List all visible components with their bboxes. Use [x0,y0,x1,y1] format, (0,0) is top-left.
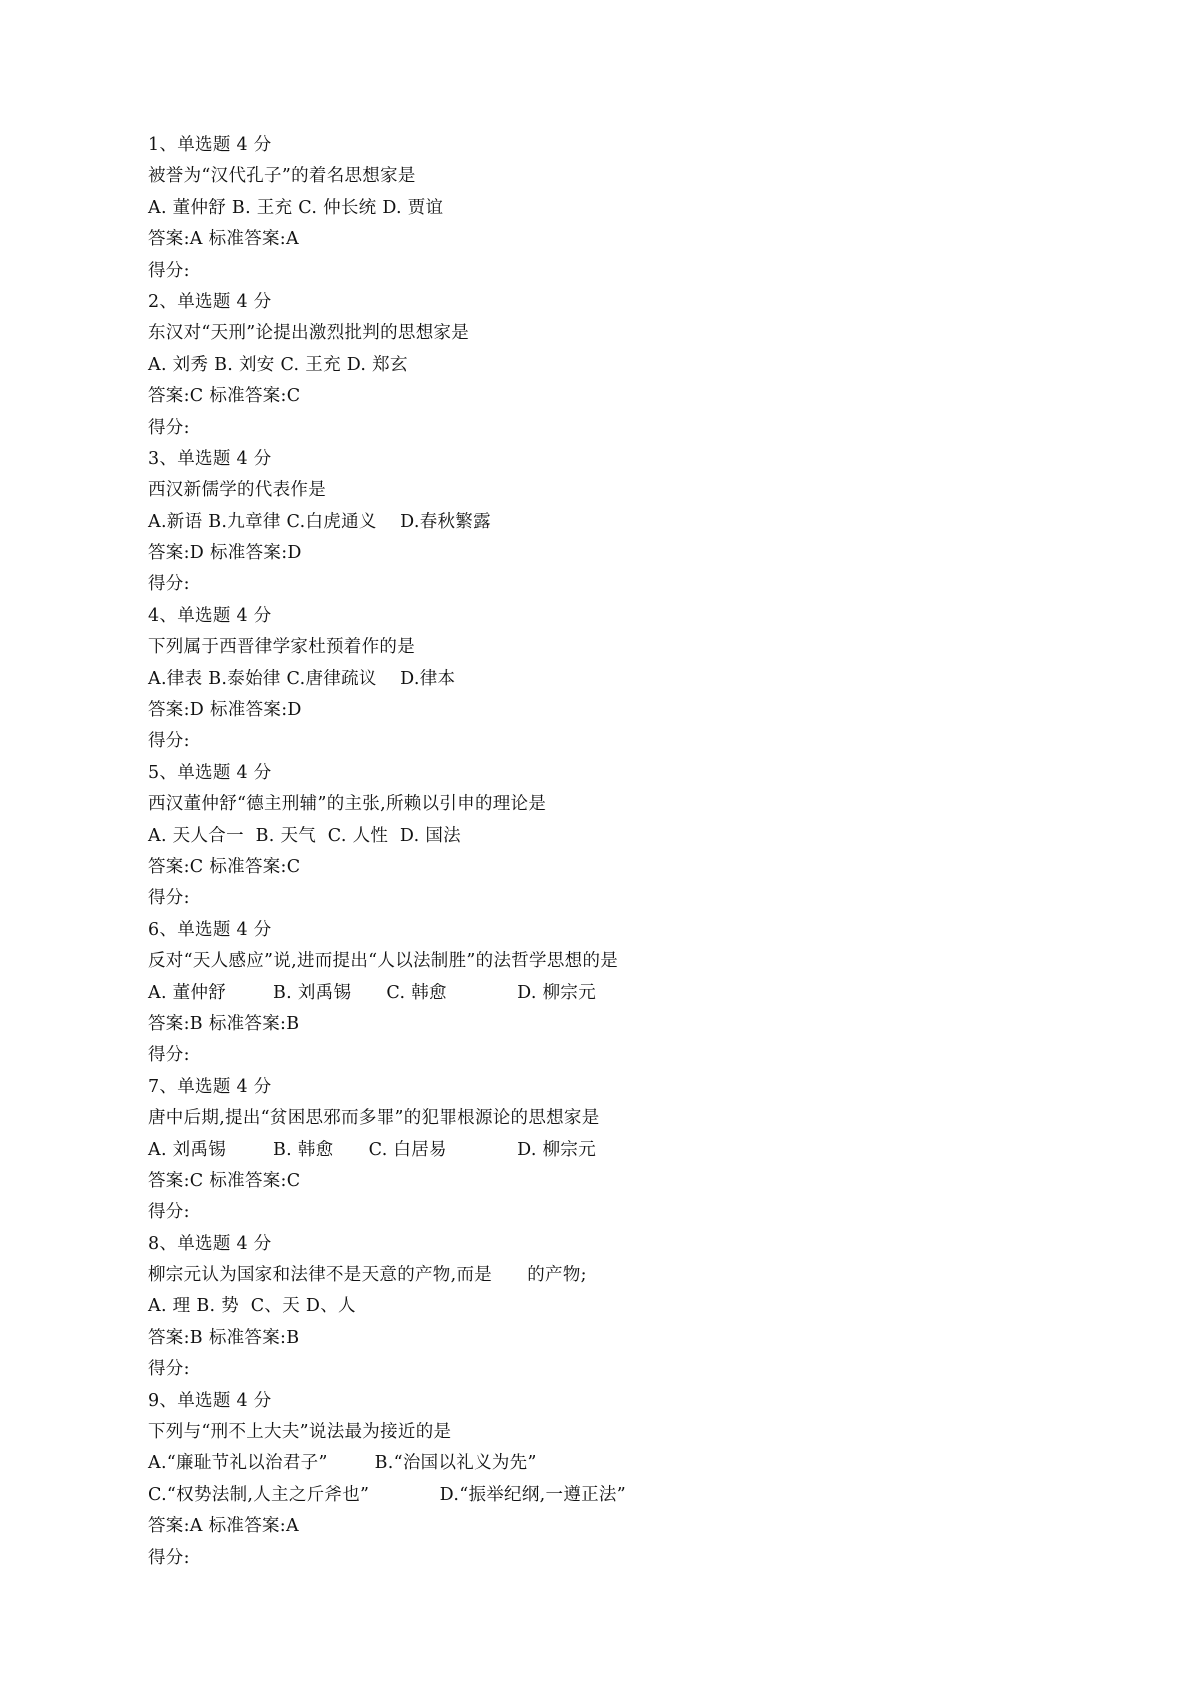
question-text: 东汉对“天刑”论提出激烈批判的思想家是 [148,323,470,344]
question-header: 6、单选题 4 分 [148,919,272,940]
question-header: 9、单选题 4 分 [148,1390,272,1411]
question-score: 得分: [148,1547,190,1568]
question-8 [148,1229,1108,1386]
question-header: 1、单选题 4 分 [148,135,272,155]
exam-page [148,130,1108,1574]
question-1 [148,130,1108,287]
question-options: A. 刘禹锡 B. 韩愈 C. 白居易 D. 柳宗元 [148,1139,597,1160]
question-4 [148,601,1108,758]
question-header: 8、单选题 4 分 [148,1233,272,1254]
question-answer: 答案:D 标准答案:D [148,700,302,721]
question-options: A.新语 B.九章律 C.白虎通义 D.春秋繁露 [148,511,491,532]
question-header: 3、单选题 4 分 [148,448,272,469]
question-score: 得分: [148,731,190,752]
question-text: 下列与“刑不上大夫”说法最为接近的是 [148,1422,452,1443]
question-6 [148,915,1108,1072]
question-options: A.“廉耻节礼以治君子” B.“治国以礼义为先” [148,1453,537,1474]
question-score: 得分: [148,1045,190,1066]
question-score: 得分: [148,888,190,909]
question-score: 得分: [148,1202,190,1223]
question-header: 4、单选题 4 分 [148,605,272,626]
question-answer: 答案:A 标准答案:A [148,1516,299,1537]
question-score: 得分: [148,260,190,281]
question-text: 被誉为“汉代孔子”的着名思想家是 [148,166,416,187]
question-answer: 答案:B 标准答案:B [148,1327,300,1348]
question-header: 5、单选题 4 分 [148,762,272,783]
question-text: 西汉董仲舒“德主刑辅”的主张,所赖以引申的理论是 [148,794,547,815]
question-answer: 答案:D 标准答案:D [148,543,302,564]
question-5 [148,758,1108,915]
question-options: A.律表 B.泰始律 C.唐律疏议 D.律本 [148,668,456,689]
question-answer: 答案:C 标准答案:C [148,1170,301,1191]
question-options: A. 理 B. 势 C、天 D、人 [148,1296,356,1317]
question-score: 得分: [148,417,190,438]
question-header: 2、单选题 4 分 [148,291,272,312]
question-text: 唐中后期,提出“贫困思邪而多罪”的犯罪根源论的思想家是 [148,1108,600,1129]
question-7 [148,1072,1108,1229]
question-text: 下列属于西晋律学家杜预着作的是 [148,637,415,658]
question-score: 得分: [148,574,190,595]
question-answer: 答案:C 标准答案:C [148,856,301,877]
question-text: 西汉新儒学的代表作是 [148,480,326,501]
question-9 [148,1386,1108,1574]
question-text: 反对“天人感应”说,进而提出“人以法制胜”的法哲学思想的是 [148,951,619,972]
question-header: 7、单选题 4 分 [148,1076,272,1097]
question-options: C.“权势法制,人主之斤斧也” D.“振举纪纲,一遵正法” [148,1484,626,1505]
question-3 [148,444,1108,601]
question-text: 柳宗元认为国家和法律不是天意的产物,而是 的产物; [148,1265,587,1286]
question-2 [148,287,1108,444]
question-answer: 答案:A 标准答案:A [148,229,299,250]
question-options: A. 董仲舒 B. 刘禹锡 C. 韩愈 D. 柳宗元 [148,982,597,1003]
question-options: A. 刘秀 B. 刘安 C. 王充 D. 郑玄 [148,354,408,375]
question-options: A. 天人合一 B. 天气 C. 人性 D. 国法 [148,825,461,846]
question-score: 得分: [148,1359,190,1380]
question-options: A. 董仲舒 B. 王充 C. 仲长统 D. 贾谊 [148,197,444,218]
question-answer: 答案:C 标准答案:C [148,386,301,407]
question-answer: 答案:B 标准答案:B [148,1013,300,1034]
